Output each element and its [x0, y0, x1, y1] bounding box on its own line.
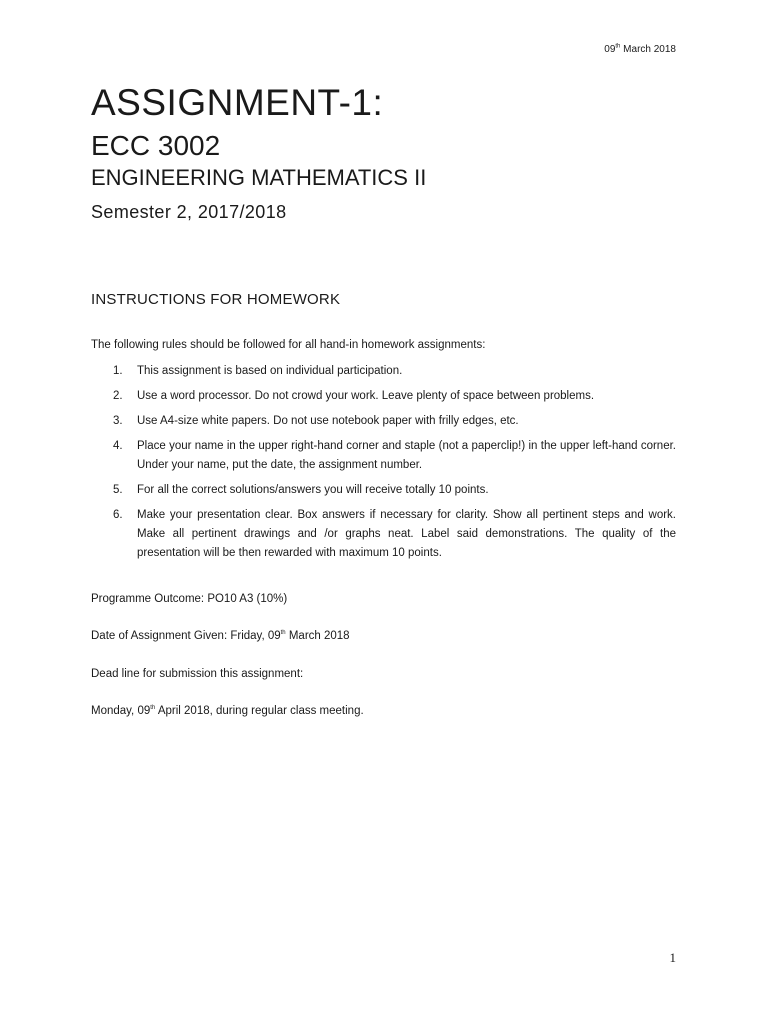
- rule-number: 1.: [113, 365, 123, 377]
- course-name: ENGINEERING MATHEMATICS II: [91, 165, 427, 190]
- rule-text: This assignment is based on individual participation.: [137, 365, 403, 377]
- rule-number: 6.: [113, 509, 123, 521]
- rule-text: Use a word processor. Do not crowd your work. Leave plenty of space between problems.: [137, 390, 595, 402]
- header-date-rest: March 2018: [620, 44, 676, 55]
- deadline-label: Dead line for submission this assignment:: [91, 668, 304, 680]
- header-date-day: 09: [604, 44, 616, 55]
- rule-text: Place your name in the upper right-hand corner and staple (not a paperclip!) in the upper left-hand corner. Under your name, put the date, the assignment number.: [137, 440, 676, 471]
- rule-item: [91, 387, 676, 406]
- deadline-suffix: th: [150, 705, 156, 712]
- rule-number: 2.: [113, 390, 123, 402]
- rule-text: Use A4-size white papers. Do not use notebook paper with frilly edges, etc.: [137, 415, 519, 427]
- rules-list: [91, 362, 676, 569]
- rule-number: 5.: [113, 484, 123, 496]
- date-given-suffix: th: [280, 630, 286, 637]
- date-given-prefix: Date of Assignment Given: Friday, 09: [91, 630, 281, 642]
- rule-item: [91, 481, 676, 500]
- date-given: [91, 629, 350, 644]
- header-date-suffix: th: [615, 43, 621, 50]
- rule-item: [91, 506, 676, 563]
- instructions-heading: INSTRUCTIONS FOR HOMEWORK: [91, 291, 341, 308]
- date-given-rest: March 2018: [285, 630, 350, 642]
- assignment-title: ASSIGNMENT-1:: [91, 82, 384, 123]
- programme-outcome: Programme Outcome: PO10 A3 (10%): [91, 593, 288, 605]
- rule-text: Make your presentation clear. Box answers if necessary for clarity. Show all pertinent steps and work. Make all pertinent drawings and /or graphs neat. Label said demonstrations. The quality of the presentation will be then rewarded with maximum 10 points.: [137, 509, 676, 559]
- deadline-date: [91, 704, 364, 719]
- rule-text: For all the correct solutions/answers you will receive totally 10 points.: [137, 484, 489, 496]
- instructions-intro: The following rules should be followed for all hand-in homework assignments:: [91, 339, 486, 351]
- rule-number: 4.: [113, 440, 123, 452]
- rule-number: 3.: [113, 415, 123, 427]
- rule-item: [91, 362, 676, 381]
- semester-label: Semester 2, 2017/2018: [91, 202, 287, 222]
- deadline-rest: April 2018, during regular class meeting.: [155, 705, 364, 717]
- header-date: [604, 44, 676, 55]
- page-number: 1: [669, 950, 676, 965]
- rule-item: [91, 412, 676, 431]
- rule-item: [91, 437, 676, 475]
- course-code: ECC 3002: [91, 130, 221, 161]
- deadline-prefix: Monday, 09: [91, 705, 151, 717]
